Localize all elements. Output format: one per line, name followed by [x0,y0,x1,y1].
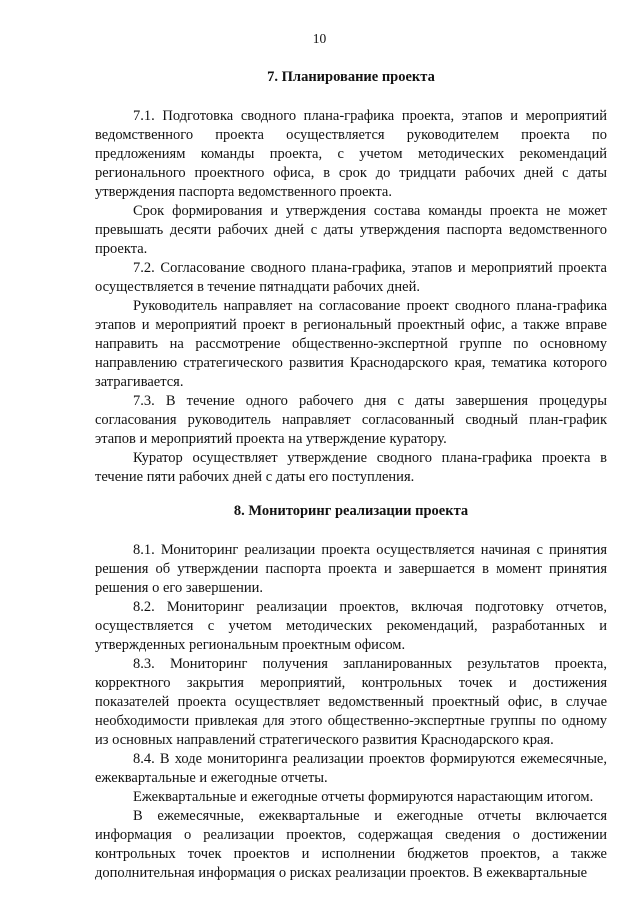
section-heading: 8. Мониторинг реализации проекта [233,503,469,519]
paragraph: Куратор осуществляет утверждение сводного плана-графика проекта в течение пяти рабочих дней с даты его поступления. [95,450,607,485]
paragraph: Руководитель направляет на согласование проект сводного плана-графика этапов и мероприятий проект в региональный проектный офис, а также вправе направить на рассмотрение общественно-экспертной группе по основному направлению стратегического развития Краснодарского края, тематика которого затрагивается. [95,298,607,390]
page-number: 10 [312,31,327,46]
paragraph: Ежеквартальные и ежегодные отчеты формируются нарастающим итогом. [133,789,594,805]
paragraph: 7.1. Подготовка сводного плана-графика проекта, этапов и мероприятий ведомственного проекта осуществляется руководителем проекта по предложениям команды проекта, с учетом методических рекомендаций регионального проектного офиса, в срок до тридцати рабочих дней с даты утверждения паспорта ведомственного проекта. [95,108,607,200]
paragraph: Срок формирования и утверждения состава команды проекта не может превышать десяти рабочих дней с даты утверждения паспорта ведомственного проекта. [95,203,607,257]
paragraph: 8.2. Мониторинг реализации проектов, включая подготовку отчетов, осуществляется с учетом методических рекомендаций, разработанных и утвержденных региональным проектным офисом. [95,599,607,653]
paragraph: 7.3. В течение одного рабочего дня с даты завершения процедуры согласования руководитель направляет согласованный сводный план-график этапов и мероприятий проекта на утверждение куратору. [95,393,607,447]
paragraph: В ежемесячные, ежеквартальные и ежегодные отчеты включается информация о реализации проектов, содержащая сведения о достижении контрольных точек проектов и исполнении бюджетов проектов, а также дополнительная информация о рисках реализации проектов. В ежеквартальные [95,808,607,881]
section-heading: 7. Планирование проекта [267,69,435,85]
section-7-planning [95,68,607,487]
document-body [95,68,607,883]
paragraph: 8.4. В ходе мониторинга реализации проектов формируются ежемесячные, ежеквартальные и ежегодные отчеты. [95,751,607,786]
paragraph: 8.1. Мониторинг реализации проекта осуществляется начиная с принятия решения об утверждении паспорта проекта и завершается в момент принятия решения о его завершении. [95,542,607,596]
section-8-monitoring [95,502,607,883]
paragraph: 8.3. Мониторинг получения запланированных результатов проекта, корректного закрытия мероприятий, контрольных точек и достижения показателей проекта осуществляет ведомственный проектный офис, в случае необходимости привлекая для этого общественно-экспертные группы по одному из основных направлений стратегического развития Краснодарского края. [95,656,607,748]
paragraph: 7.2. Согласование сводного плана-графика, этапов и мероприятий проекта осуществляется в течение пятнадцати рабочих дней. [95,260,607,295]
